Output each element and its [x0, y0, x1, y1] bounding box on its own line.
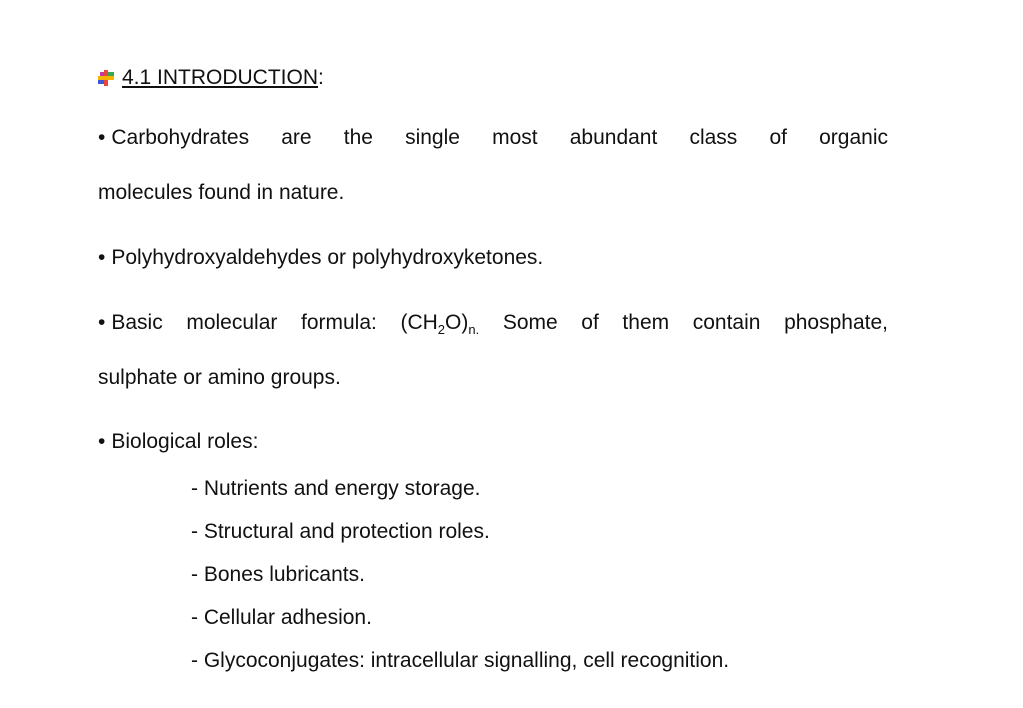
formula-subscript-2: 2 [437, 322, 446, 337]
bullet-line [98, 309, 888, 337]
role-item: - Glycoconjugates: intracellular signalling, cell recognition. [191, 649, 730, 672]
bullet-text: Biological roles: [111, 430, 259, 453]
four-color-bullet-icon [98, 70, 114, 86]
section-title-colon: : [318, 66, 324, 89]
formula-rest: Some of them contain phosphate, [479, 311, 888, 334]
formula-mid: O) [445, 311, 469, 334]
bullet-text: Carbohydrates are the single most abundant class of organic [111, 126, 888, 149]
section-heading [98, 66, 324, 90]
bullet-marker: • [98, 246, 106, 269]
bullet-line [98, 124, 888, 152]
bullet-formula [98, 309, 888, 392]
role-item: - Cellular adhesion. [191, 606, 372, 629]
formula-prefix: Basic molecular formula: (CH [111, 311, 438, 334]
bullet-text: Polyhydroxyaldehydes or polyhydroxyketones. [111, 246, 544, 269]
formula-subscript-n: n. [468, 322, 480, 337]
bullet-biological-roles [98, 428, 888, 456]
bullet-marker: • [98, 430, 106, 453]
bullet-marker: • [98, 311, 106, 334]
section-title: 4.1 INTRODUCTION [122, 66, 319, 89]
bullet-carbohydrates [98, 124, 888, 207]
role-item: - Bones lubricants. [191, 563, 365, 586]
bullet-continuation: molecules found in nature. [98, 181, 345, 204]
role-item: - Structural and protection roles. [191, 520, 490, 543]
bullet-continuation: sulphate or amino groups. [98, 366, 341, 389]
bullet-marker: • [98, 126, 106, 149]
bullet-polyhydroxy [98, 244, 888, 272]
role-item: - Nutrients and energy storage. [191, 477, 481, 500]
